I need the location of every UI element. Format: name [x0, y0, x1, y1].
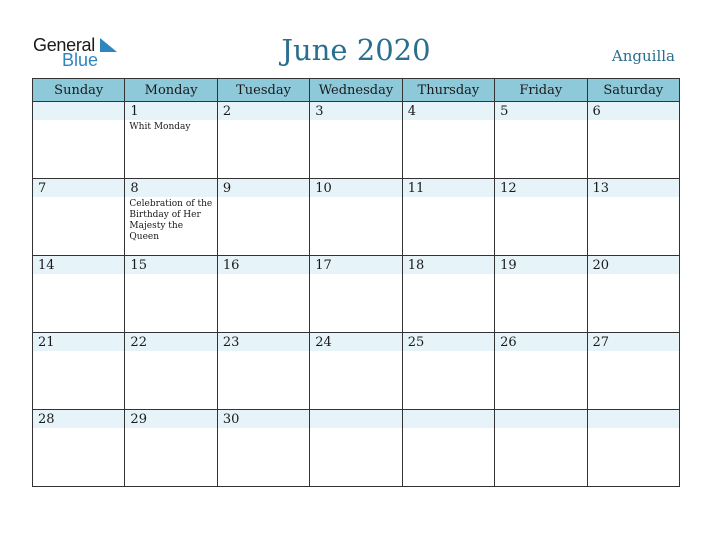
day-number: 28 [38, 412, 55, 427]
logo-text-blue: Blue [62, 50, 99, 70]
day-number: 5 [500, 104, 509, 119]
day-number: 10 [315, 181, 332, 196]
day-cell [217, 410, 309, 487]
day-cell [495, 256, 587, 333]
day-cell [402, 333, 494, 410]
week-row [33, 102, 680, 179]
day-cell [33, 410, 125, 487]
day-cell [125, 102, 217, 179]
day-cell [33, 102, 125, 179]
day-number: 26 [500, 335, 517, 350]
day-cell [125, 333, 217, 410]
day-cell [402, 102, 494, 179]
day-number: 23 [222, 335, 240, 350]
week-row [33, 410, 680, 487]
week-row [33, 179, 680, 256]
day-cell [402, 256, 494, 333]
country-label: Anguilla [611, 47, 675, 65]
week-row [33, 256, 680, 333]
day-number: 27 [592, 335, 610, 350]
calendar-grid [32, 78, 680, 487]
weekday-header: Friday [495, 79, 587, 102]
weekday-header: Sunday [33, 79, 125, 102]
day-number: 25 [407, 335, 425, 350]
day-cell [33, 179, 125, 256]
weekday-header: Thursday [402, 79, 494, 102]
day-number: 19 [500, 258, 517, 273]
weekday-header: Wednesday [310, 79, 402, 102]
day-cell [217, 333, 309, 410]
day-cell [310, 333, 402, 410]
day-cell [217, 256, 309, 333]
day-cell [587, 102, 679, 179]
day-cell [125, 410, 217, 487]
weekday-header: Saturday [587, 79, 679, 102]
day-cell [125, 256, 217, 333]
day-number: 4 [407, 104, 416, 119]
day-cell [217, 102, 309, 179]
day-cell [587, 256, 679, 333]
day-number: 12 [500, 181, 517, 196]
holiday-label: Whit Monday [129, 122, 191, 132]
day-cell [495, 102, 587, 179]
weekday-header: Monday [125, 79, 217, 102]
day-cell [402, 179, 494, 256]
day-number: 7 [38, 181, 47, 196]
day-number: 9 [222, 181, 232, 196]
day-number: 13 [592, 181, 610, 196]
weekday-header: Tuesday [217, 79, 309, 102]
day-cell [33, 333, 125, 410]
day-number: 29 [130, 412, 147, 427]
day-number: 21 [38, 335, 55, 350]
day-cell [310, 256, 402, 333]
day-number: 14 [38, 258, 55, 273]
day-number: 18 [407, 258, 425, 273]
weekday-header-row [33, 79, 680, 102]
day-cell [217, 179, 309, 256]
day-number: 6 [592, 104, 601, 119]
day-number: 11 [407, 181, 425, 196]
day-number: 24 [315, 335, 332, 350]
day-number: 20 [592, 258, 610, 273]
day-number: 17 [315, 258, 332, 273]
day-cell [495, 333, 587, 410]
day-number: 8 [130, 181, 139, 196]
day-cell [125, 179, 217, 256]
day-cell [33, 256, 125, 333]
day-number: 1 [130, 104, 139, 119]
day-number: 15 [130, 258, 147, 273]
logo-text-general: General [33, 35, 95, 55]
day-number: 3 [315, 104, 324, 119]
day-cell [587, 410, 679, 487]
day-cell [310, 179, 402, 256]
holiday-label: Celebration of the Birthday of Her Majesty the Queen [129, 199, 213, 242]
day-cell [495, 179, 587, 256]
day-number: 22 [130, 335, 147, 350]
page-title: June 2020 [281, 33, 431, 67]
week-row [33, 333, 680, 410]
day-cell [587, 179, 679, 256]
day-number: 30 [222, 412, 240, 427]
day-cell [587, 333, 679, 410]
day-number: 16 [222, 258, 240, 273]
day-cell [310, 102, 402, 179]
day-number: 2 [222, 104, 232, 119]
day-cell [495, 410, 587, 487]
day-cell [402, 410, 494, 487]
day-cell [310, 410, 402, 487]
